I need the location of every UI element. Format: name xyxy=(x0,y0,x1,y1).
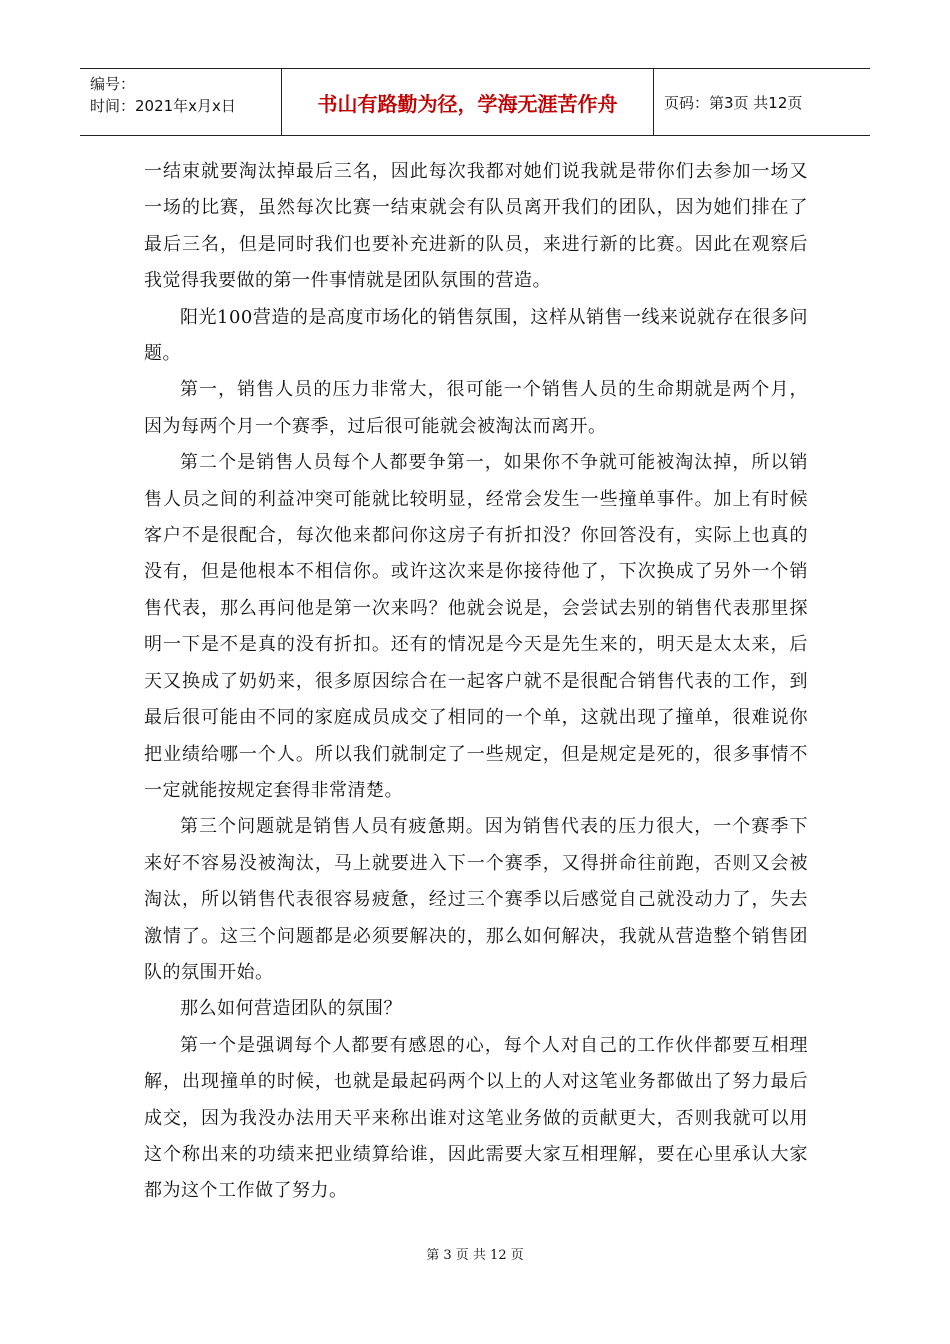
paragraph: 第一，销售人员的压力非常大，很可能一个销售人员的生命期就是两个月，因为每两个月一个赛季，过后很可能就会被淘汰而离开。 xyxy=(144,379,808,437)
document-number-label: 编号： xyxy=(90,75,136,93)
paragraph: 第二个是销售人员每个人都要争第一，如果你不争就可能被淘汰掉，所以销售人员之间的利益冲突可能就比较明显，经常会发生一些撞单事件。加上有时候客户不是很配合，每次他来都问你这房子有折扣没？你回答没有，实际上也真的没有，但是他根本不相信你。或许这次来是你接待他了，下次换成了另外一个销售代表，那么再问他是第一次来吗？他就会说是，会尝试去别的销售代表那里探明一下是不是真的没有折扣。还有的情况是今天是先生来的，明天是太太来，后天又换成了奶奶来，很多原因综合在一起客户就不是很配合销售代表的工作，到最后很可能由不同的家庭成员成交了相同的一个单，这就出现了撞单，很难说你把业绩给哪一个人。所以我们就制定了一些规定，但是规定是死的，很多事情不一定就能按规定套得非常清楚。 xyxy=(144,452,808,801)
paragraph: 一结束就要淘汰掉最后三名，因此每次我都对她们说我就是带你们去参加一场又一场的比赛，虽然每次比赛一结束就会有队员离开我们的团队，因为她们排在了最后三名，但是同时我们也要补充进新的队员，来进行新的比赛。因此在观察后我觉得我要做的第一件事情就是团队氛围的营造。 xyxy=(144,161,808,292)
paragraph: 那么如何营造团队的氛围？ xyxy=(180,998,402,1020)
paragraph: 第一个是强调每个人都要有感恩的心，每个人对自己的工作伙伴都要互相理解，出现撞单的时候，也就是最起码两个以上的人对这笔业务都做出了努力最后成交，因为我没办法用天平来称出谁对这笔业务做的贡献更大，否则我就可以用这个称出来的功绩来把业绩算给谁，因此需要大家互相理解，要在心里承认大家都为这个工作做了努力。 xyxy=(144,1034,808,1202)
document-body xyxy=(144,154,808,1210)
paragraph: 阳光100营造的是高度市场化的销售氛围，这样从销售一线来说就存在很多问题。 xyxy=(144,306,808,365)
page-footer: 第 3 页 共 12 页 xyxy=(426,1248,524,1263)
page-header xyxy=(80,68,870,136)
paragraph: 第三个问题就是销售人员有疲惫期。因为销售代表的压力很大，一个赛季下来好不容易没被淘汰，马上就要进入下一个赛季，又得拼命往前跑，否则又会被淘汰，所以销售代表很容易疲惫，经过三个赛季以后感觉自己就没动力了，失去激情了。这三个问题都是必须要解决的，那么如何解决，我就从营造整个销售团队的氛围开始。 xyxy=(144,816,808,983)
header-motto: 书山有路勤为径，学海无涯苦作舟 xyxy=(282,69,654,135)
header-meta xyxy=(80,69,282,135)
document-date: 时间：2021年x月x日 xyxy=(90,97,236,115)
header-page-info: 页码：第3页 共12页 xyxy=(664,93,803,112)
